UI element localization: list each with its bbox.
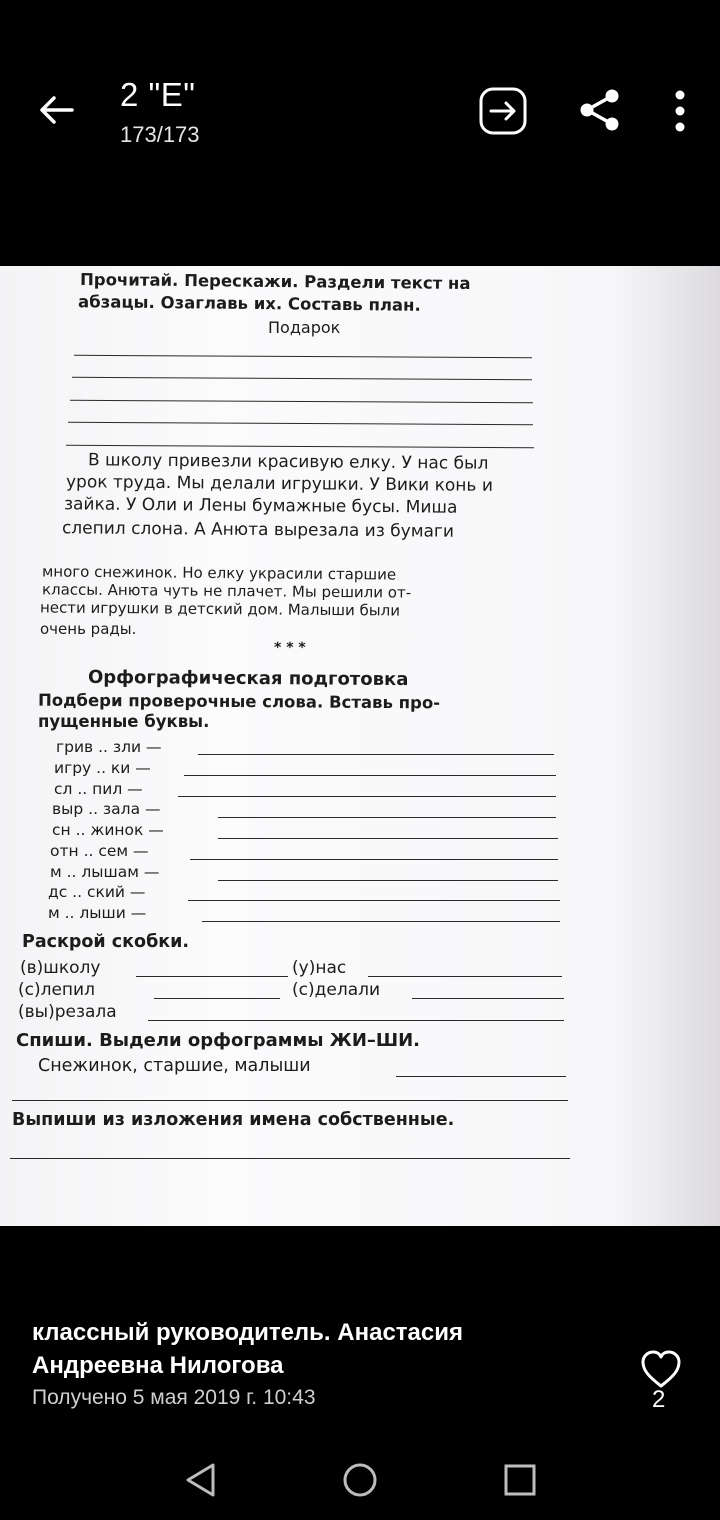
top-app-bar [0, 0, 720, 240]
task3-title: Спиши. Выдели орфограммы ЖИ–ШИ. [16, 1030, 421, 1051]
image-counter: 173/173 [120, 122, 200, 147]
task4-title: Выпиши из изложения имена собственные. [12, 1110, 455, 1130]
answer-line [10, 1158, 570, 1159]
word-item: дс .. ский — [48, 883, 146, 901]
answer-line [12, 1100, 568, 1101]
heart-icon[interactable] [640, 1350, 682, 1390]
answer-line [70, 400, 533, 403]
word-item: грив .. зли — [56, 738, 162, 756]
paragraph1-line: зайка. У Оли и Лены бумажные бусы. Миша [63, 494, 458, 518]
answer-line [188, 900, 560, 901]
word-item: отн .. сем — [50, 842, 149, 860]
answer-line [198, 754, 554, 755]
bracket-word: (с)делали [292, 980, 381, 1000]
word-item: м .. лышам — [50, 863, 160, 881]
paragraph2-line: много снежинок. Но елку украсили старшие [41, 562, 397, 584]
paragraph1-line: урок труда. Мы делали игрушки. У Вики конь и [65, 472, 494, 496]
sender-name: классный руководитель. Анастасия Андреевна Нилогова [32, 1319, 463, 1379]
answer-line [190, 859, 558, 860]
paragraph1-line: слепил слона. А Анюта вырезала из бумаги [61, 518, 455, 542]
chat-title: 2 "Е" [120, 76, 196, 113]
answer-line [218, 838, 558, 839]
bracket-word: (с)лепил [18, 980, 95, 1000]
received-date: Получено 5 мая 2019 г. 10:43 [32, 1386, 316, 1409]
worksheet-content [0, 266, 720, 1226]
answer-line [148, 1020, 564, 1021]
answer-line [368, 976, 562, 977]
task1-line-1: Подбери проверочные слова. Вставь про- [37, 690, 441, 713]
intro-line-1: Прочитай. Перескажи. Раздели текст на [79, 269, 471, 294]
word-item: сл .. пил — [54, 780, 143, 798]
intro-line-2: абзацы. Озаглавь их. Составь план. [77, 292, 421, 315]
answer-line [68, 422, 533, 425]
answer-line [72, 377, 532, 380]
story-title: Подарок [268, 318, 341, 337]
paragraph1-line: В школу привезли красивую елку. У нас был [87, 450, 489, 474]
answer-line [66, 445, 534, 448]
paragraph2-line: нести игрушки в детский дом. Малыши были [39, 598, 401, 620]
answer-line [202, 921, 560, 922]
bracket-word: (в)школу [20, 958, 101, 978]
paragraph2-line: классы. Анюта чуть не плачет. Мы решили от- [41, 580, 412, 602]
separator: * * * [274, 640, 306, 656]
word-item: сн .. жинок — [52, 821, 164, 839]
section-title: Орфографическая подготовка [87, 666, 409, 691]
answer-line [412, 998, 564, 999]
bracket-word: (у)нас [292, 958, 347, 978]
answer-line [74, 355, 532, 358]
bracket-word: (вы)резала [18, 1002, 117, 1022]
word-item: м .. лыши — [48, 904, 147, 922]
like-count: 2 [652, 1386, 666, 1413]
back-arrow-icon[interactable] [36, 90, 76, 130]
answer-line [154, 998, 280, 999]
answer-line [184, 775, 556, 776]
task3-words: Снежинок, старшие, малыши [38, 1056, 311, 1076]
answer-line [178, 796, 556, 797]
more-vert-icon[interactable] [666, 88, 694, 134]
photo-viewer[interactable] [0, 266, 720, 1226]
paragraph2-line: очень рады. [40, 620, 137, 638]
open-in-icon[interactable] [478, 86, 528, 136]
answer-line [396, 1076, 566, 1077]
answer-line [218, 880, 558, 881]
task2-title: Раскрой скобки. [22, 932, 190, 952]
answer-line [218, 817, 556, 818]
nav-back-icon[interactable] [184, 1462, 218, 1498]
word-item: выр .. зала — [52, 800, 161, 818]
answer-line [136, 976, 288, 977]
nav-home-icon[interactable] [342, 1462, 378, 1498]
share-icon[interactable] [578, 88, 622, 132]
task1-line-2: пущенные буквы. [38, 712, 210, 731]
word-item: игру .. ки — [54, 759, 151, 777]
nav-recents-icon[interactable] [504, 1464, 536, 1496]
